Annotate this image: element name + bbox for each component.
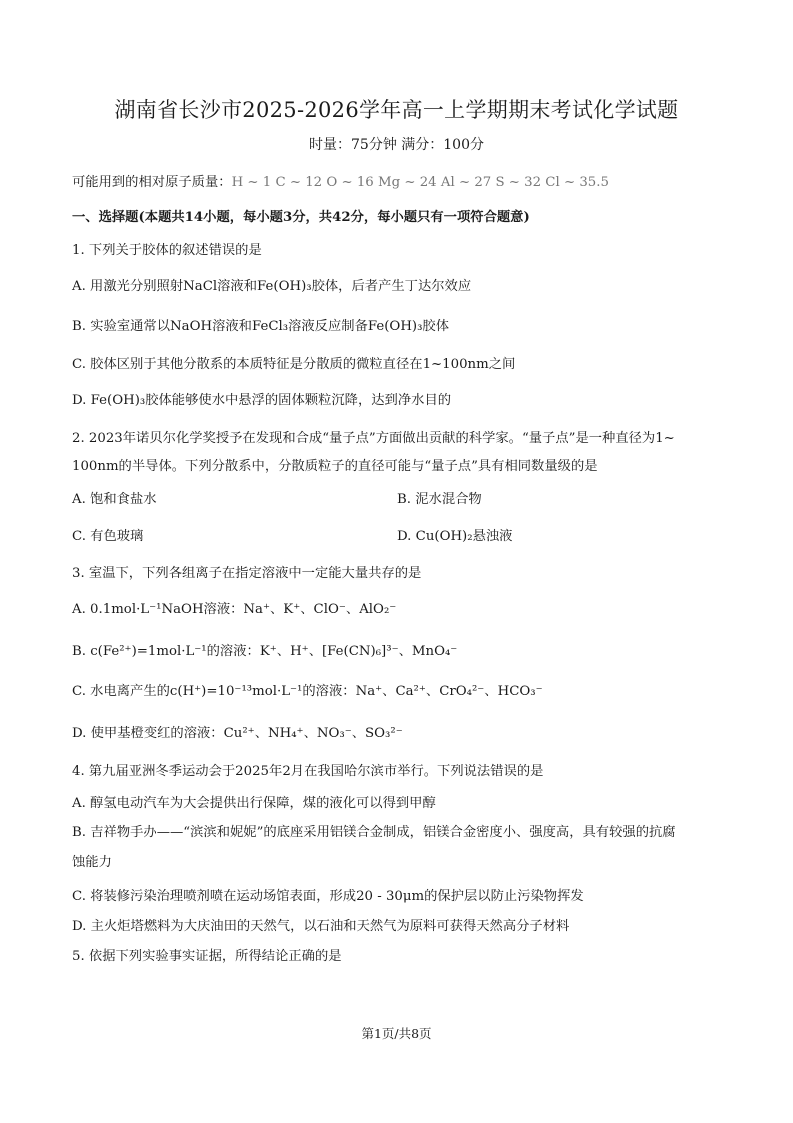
q1-stem: 1. 下列关于胶体的叙述错误的是 [72,243,262,258]
q5-stem: 5. 依据下列实验事实证据，所得结论正确的是 [72,949,342,964]
q2-option-a: A. 饱和食盐水 [72,492,157,507]
q2-option-b: B. 泥水混合物 [397,492,482,507]
q2-stem-line2: 100nm的半导体。下列分散系中，分散质粒子的直径可能与“量子点”具有相同数量级的是 [72,459,598,474]
q4-stem: 4. 第九届亚洲冬季运动会于2025年2月在我国哈尔滨市举行。下列说法错误的是 [72,764,544,779]
page-footer: 第1页/共8页 [361,1026,432,1041]
q2-stem-line1: 2. 2023年诺贝尔化学奖授予在发现和合成“量子点”方面做出贡献的科学家。“量子点”是一种直径为1~ [72,431,675,446]
q3-stem: 3. 室温下，下列各组离子在指定溶液中一定能大量共存的是 [72,566,422,581]
q3-option-c: C. 水电离产生的c(H⁺)=10⁻¹³mol·L⁻¹的溶液：Na⁺、Ca²⁺、CrO₄²⁻、HCO₃⁻ [72,684,543,699]
q2-option-d: D. Cu(OH)₂悬浊液 [397,529,513,544]
q4-option-b-line2: 蚀能力 [72,855,112,870]
q4-option-a: A. 醇氢电动汽车为大会提供出行保障，煤的液化可以得到甲醇 [72,796,436,811]
q4-option-d: D. 主火炬塔燃料为大庆油田的天然气，以石油和天然气为原料可获得天然高分子材料 [72,919,570,934]
atomic-masses [72,174,753,192]
exam-subtitle: 时量：75分钟 满分：100分 [309,137,484,153]
q2-option-c: C. 有色玻璃 [72,529,144,544]
q1-option-a: A. 用激光分别照射NaCl溶液和Fe(OH)₃胶体，后者产生丁达尔效应 [72,279,472,294]
q3-option-b: B. c(Fe²⁺)=1mol·L⁻¹的溶液：K⁺、H⁺、[Fe(CN)₆]³⁻、MnO₄⁻ [72,644,458,659]
q1-option-c: C. 胶体区别于其他分散系的本质特征是分散质的微粒直径在1~100nm之间 [72,357,516,372]
q4-option-c: C. 将装修污染治理喷剂喷在运动场馆表面，形成20 - 30μm的保护层以防止污染物挥发 [72,889,584,904]
atomic-masses-values: H ~ 1 C ~ 12 O ~ 16 Mg ~ 24 Al ~ 27 S ~ 32 Cl ~ 35.5 [231,175,609,190]
exam-title: 湖南省长沙市2025-2026学年高一上学期期末考试化学试题 [114,98,679,122]
section-heading: 一、选择题(本题共14小题，每小题3分，共42分，每小题只有一项符合题意) [72,210,530,225]
q2-options-row2 [72,528,753,546]
q3-option-d: D. 使甲基橙变红的溶液：Cu²⁺、NH₄⁺、NO₃⁻、SO₃²⁻ [72,726,403,741]
q4-option-b-line1: B. 吉祥物手办——“滨滨和妮妮”的底座采用铝镁合金制成，铝镁合金密度小、强度高，具有较强的抗腐 [72,825,676,840]
q3-option-a: A. 0.1mol·L⁻¹NaOH溶液：Na⁺、K⁺、ClO⁻、AlO₂⁻ [72,602,397,617]
atomic-masses-label: 可能用到的相对原子质量： [72,175,232,190]
q2-options-row1 [72,491,753,509]
q1-option-b: B. 实验室通常以NaOH溶液和FeCl₃溶液反应制备Fe(OH)₃胶体 [72,319,450,334]
q1-option-d: D. Fe(OH)₃胶体能够使水中悬浮的固体颗粒沉降，达到净水目的 [72,393,452,408]
